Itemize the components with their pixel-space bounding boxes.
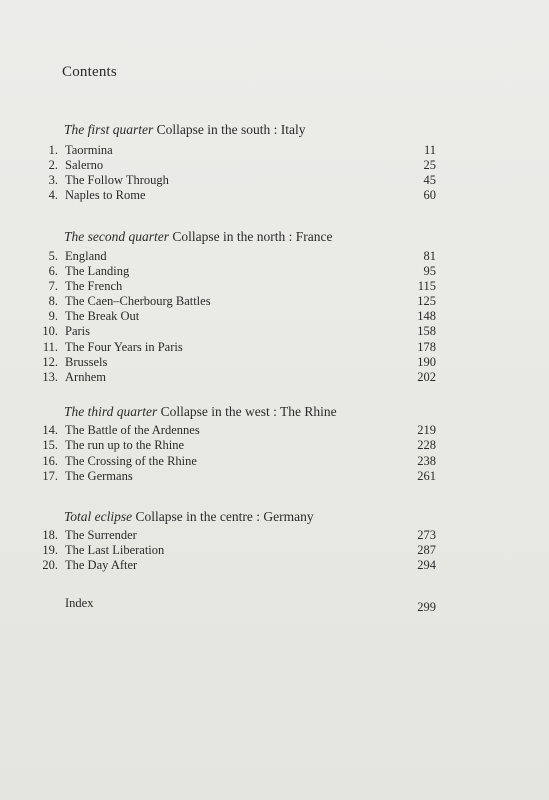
entry-page: 148 [417,309,436,323]
entry-number: 19. [42,543,58,557]
entry-number: 7. [48,279,58,293]
toc-entry[interactable] [0,157,549,173]
section-part: Total eclipse [64,509,133,524]
toc-entry[interactable] [0,468,549,484]
entry-page: 45 [423,173,436,187]
entry-page: 95 [423,264,436,278]
toc-entry[interactable] [0,453,549,469]
toc-entry[interactable] [0,187,549,203]
entry-title: The Break Out [65,309,140,323]
entry-page: 60 [423,188,436,202]
entry-page: 190 [417,355,436,369]
entry-number: 12. [42,355,58,369]
toc-index-entry[interactable] [0,595,549,614]
entry-page: 273 [417,528,436,542]
entry-title: Paris [65,324,90,338]
section-heading-4 [64,509,314,525]
entry-title: The French [65,279,123,293]
toc-entry[interactable] [0,542,549,558]
entry-number: 2. [48,158,58,172]
entry-number: 3. [48,173,58,187]
section-part: The first quarter [64,122,154,137]
entry-page: 261 [417,469,436,483]
toc-entry[interactable] [0,308,549,324]
entry-title: The Crossing of the Rhine [65,454,197,468]
section-heading-1 [64,122,306,138]
toc-entry[interactable] [0,339,549,355]
entry-number: 1. [48,143,58,157]
entry-number: 18. [42,528,58,542]
toc-entry[interactable] [0,142,549,158]
entry-number: 6. [48,264,58,278]
page-title: Contents [62,64,117,80]
toc-entry[interactable] [0,293,549,309]
entry-title: Brussels [65,355,108,369]
toc-entry[interactable] [0,354,549,370]
section-part: The third quarter [64,404,158,419]
entry-title: Salerno [65,158,104,172]
entry-title: The Four Years in Paris [65,340,183,354]
entry-title: Taormina [65,143,113,157]
entry-number: 8. [48,294,58,308]
entry-title: England [65,249,107,263]
entry-title: The Day After [65,558,138,572]
entry-page: 11 [423,143,436,157]
entry-page: 219 [417,423,436,437]
entry-title: The Germans [65,469,133,483]
entry-title: Naples to Rome [65,188,146,202]
toc-entry[interactable] [0,172,549,188]
entry-number: 20. [42,558,58,572]
index-title: Index [65,596,94,610]
toc-entry[interactable] [0,422,549,438]
entry-number: 9. [48,309,58,323]
entry-title: Arnhem [65,370,106,384]
entry-number: 4. [48,188,58,202]
entry-title: The Caen–Cherbourg Battles [65,294,211,308]
entry-page: 228 [417,438,436,452]
toc-entry[interactable] [0,323,549,339]
entry-page: 238 [417,454,436,468]
index-page: 299 [417,600,436,614]
toc-entry[interactable] [0,437,549,453]
section-title: Collapse in the south : Italy [156,122,306,137]
entry-number: 10. [42,324,58,338]
entry-title: The Surrender [65,528,137,542]
toc-entry[interactable] [0,278,549,294]
toc-entry[interactable] [0,369,549,385]
entry-page: 81 [423,249,436,263]
entry-page: 202 [417,370,436,384]
entry-number: 13. [42,370,58,384]
entry-number: 16. [42,454,58,468]
entry-number: 14. [42,423,58,437]
entry-title: The run up to the Rhine [65,438,185,452]
section-title: Collapse in the west : The Rhine [160,404,337,419]
entry-page: 294 [417,558,436,572]
entry-title: The Follow Through [65,173,169,187]
entry-title: The Battle of the Ardennes [65,423,200,437]
section-title: Collapse in the north : France [172,229,333,244]
toc-entry[interactable] [0,248,549,264]
entry-title: The Landing [65,264,130,278]
toc-entry[interactable] [0,527,549,543]
entry-page: 25 [423,158,436,172]
entry-page: 158 [417,324,436,338]
entry-number: 17. [42,469,58,483]
section-title: Collapse in the centre : Germany [135,509,314,524]
toc-entry[interactable] [0,557,549,573]
entry-page: 125 [417,294,436,308]
entry-number: 11. [42,340,58,354]
section-heading-2 [64,229,332,245]
entry-title: The Last Liberation [65,543,165,557]
entry-page: 287 [417,543,436,557]
entry-page: 115 [417,279,436,293]
section-part: The second quarter [64,229,169,244]
toc-entry[interactable] [0,263,549,279]
section-heading-3 [64,404,337,420]
entry-number: 5. [48,249,58,263]
entry-number: 15. [42,438,58,452]
entry-page: 178 [417,340,436,354]
